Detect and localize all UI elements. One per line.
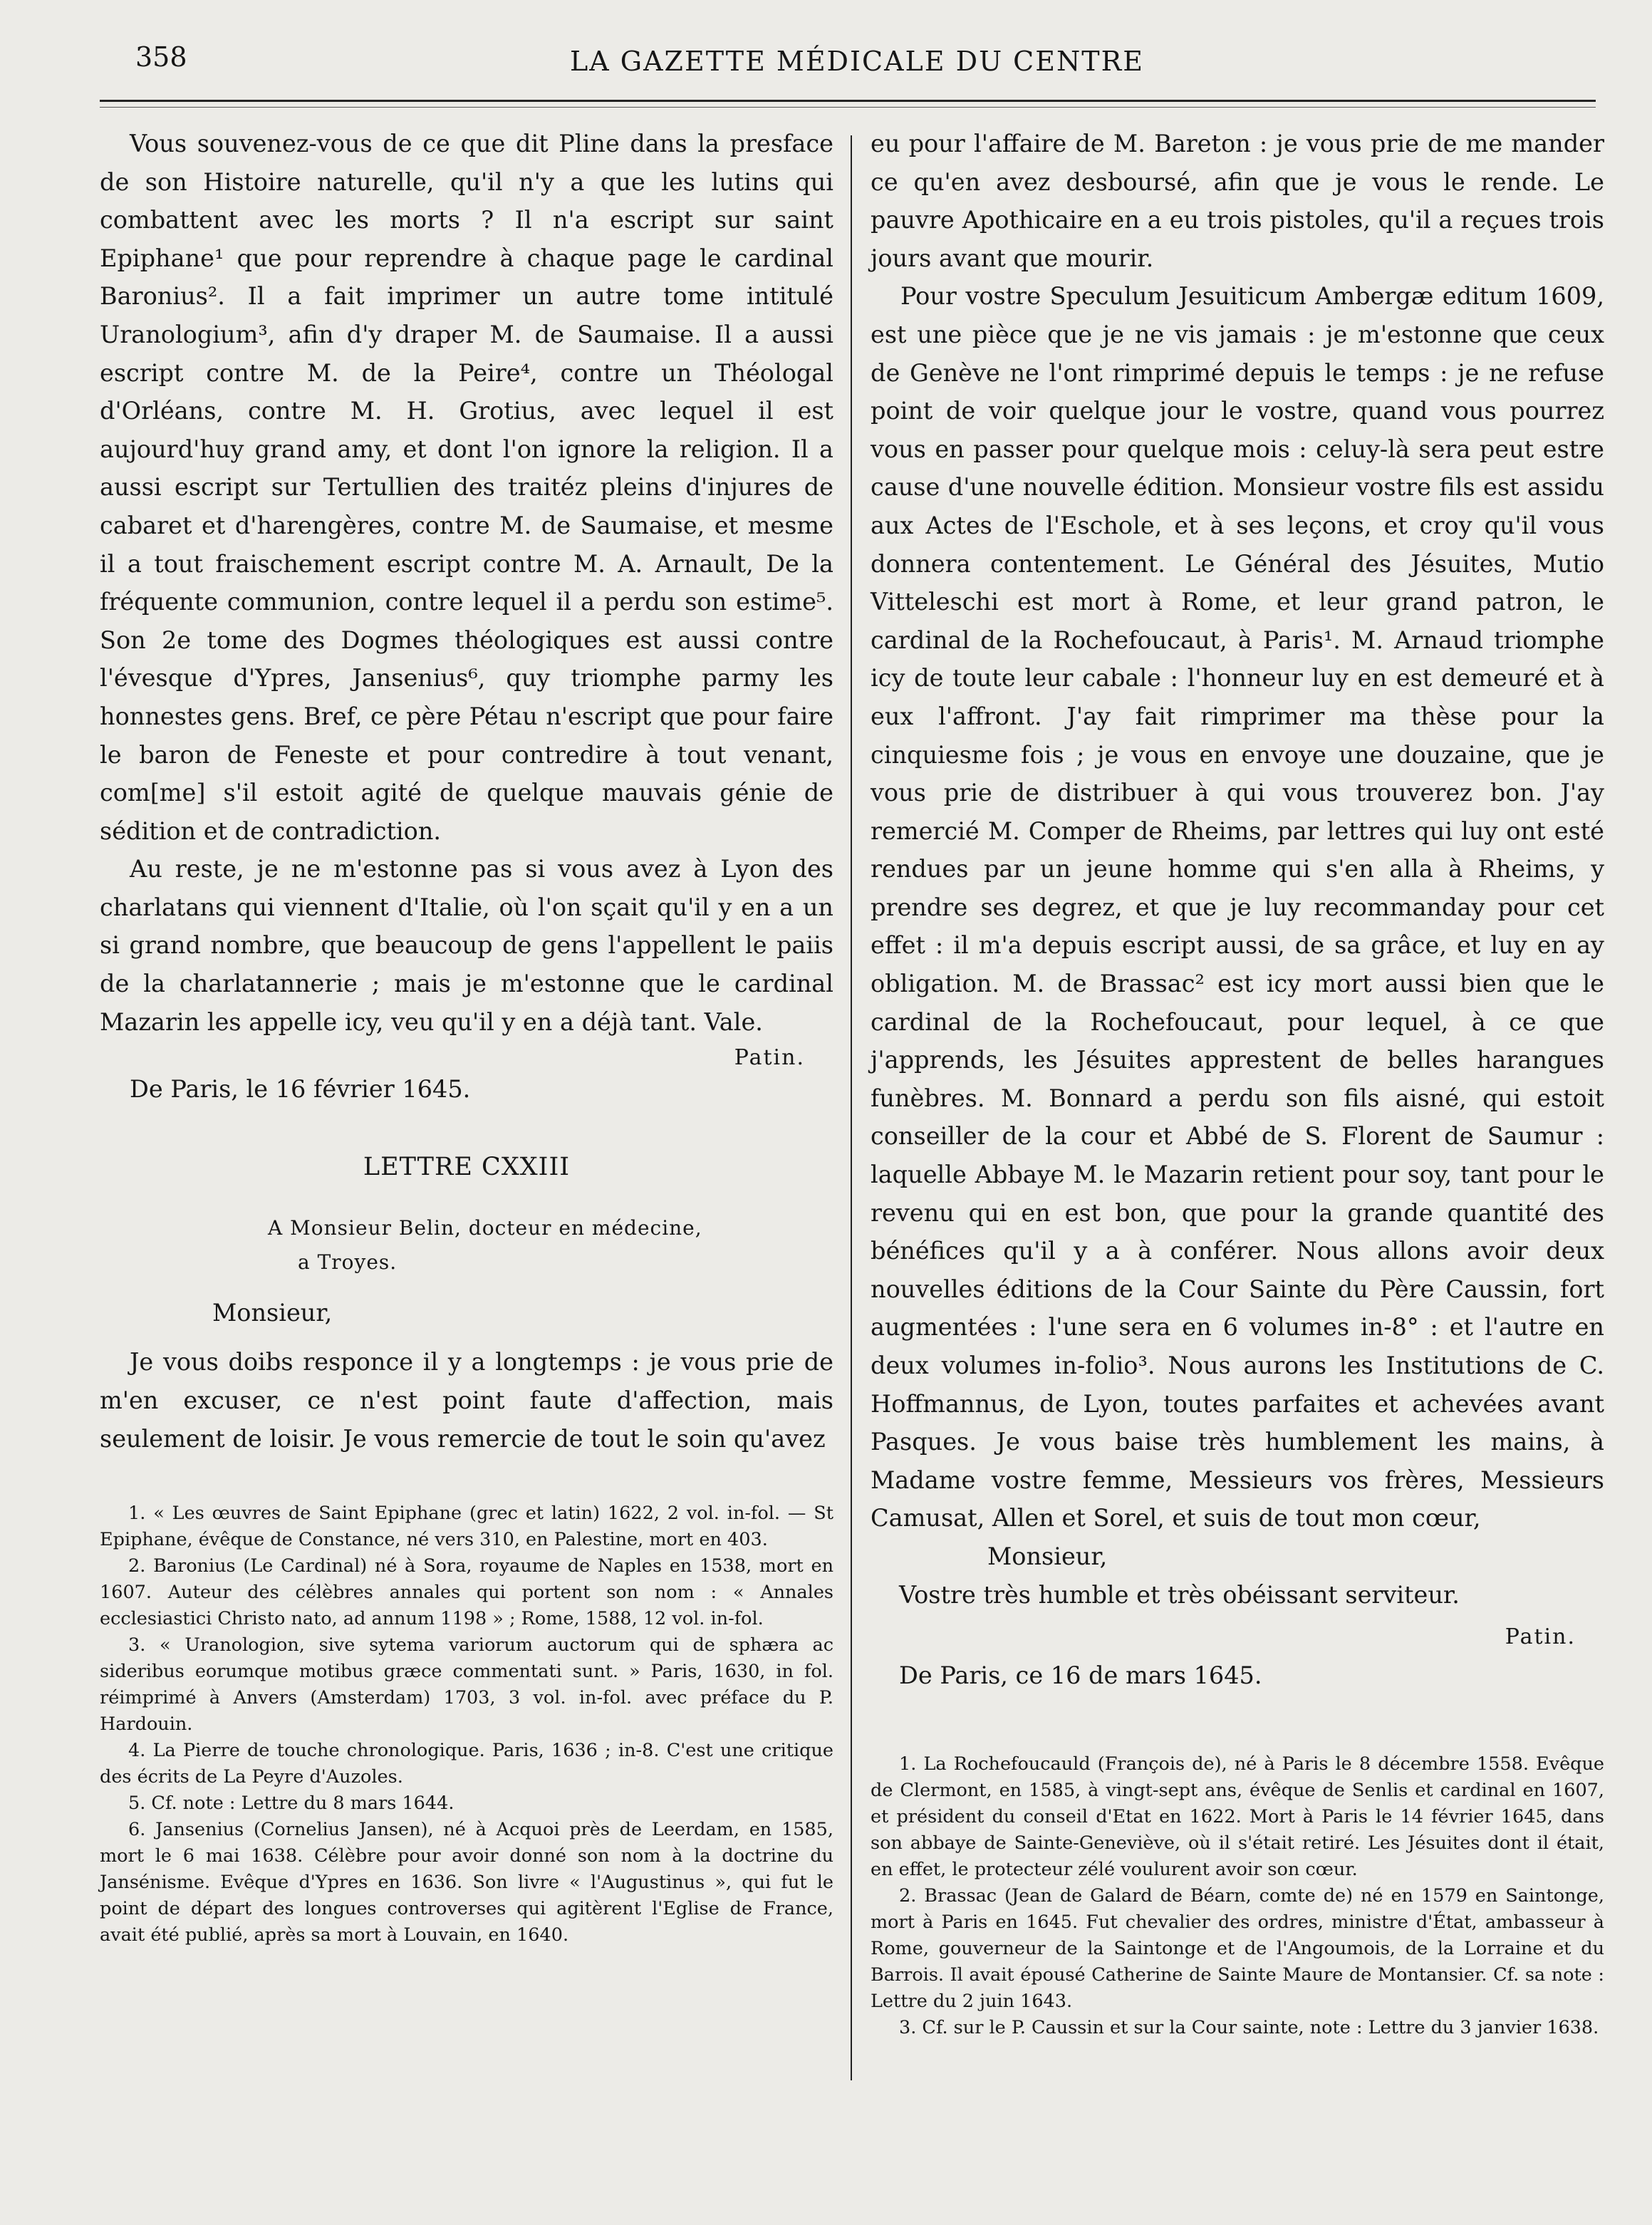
left-paragraph-3: Je vous doibs responce il y a longtemps : je vous prie de m'en excuser, ce n'est point faute d'affection, mais seulement de loisir. Je vous remercie de tout le soin qu'avez bbox=[100, 1348, 833, 1453]
right-paragraph-1: eu pour l'affaire de M. Bareton : je vous prie de me mander ce qu'en avez desboursé, afin que je vous le rende. Le pauvre Apothicaire en a eu trois pistoles, qu'il a reçues trois jours avant que mourir. bbox=[871, 130, 1604, 272]
column-divider bbox=[851, 135, 852, 2080]
footnote: 2. Baronius (Le Cardinal) né à Sora, royaume de Naples en 1538, mort en 1607. Auteur des célèbres annales qui portent son nom : « Annales ecclesiastici Christo nato, ad annum 1198 » ; Rome, 1588, 12 vol. in-fol. bbox=[100, 1555, 833, 1630]
footnote: 5. Cf. note : Lettre du 8 mars 1644. bbox=[128, 1793, 454, 1815]
signature: Patin. bbox=[1505, 1624, 1576, 1650]
footnote: 3. « Uranologion, sive sytema variorum auctorum qui de sphæra ac sideribus eorumque motibus græce commentati sunt. » Paris, 1630, in fol. réimprimé à Anvers (Amsterdam) 1703, 3 vol. in-fol. avec préface du P. Hardouin. bbox=[100, 1634, 833, 1736]
addressee-line-2: a Troyes. bbox=[298, 1250, 398, 1274]
footnote: 1. « Les œuvres de Saint Epiphane (grec et latin) 1622, 2 vol. in-fol. — St Epiphane, évêque de Constance, né vers 310, en Palestine, mort en 403. bbox=[100, 1503, 833, 1551]
right-paragraph-2: Pour vostre Speculum Jesuiticum Ambergæ editum 1609, est une pièce que je ne vis jamais : je m'estonne que ceux de Genève ne l'ont rimprimé depuis le temps : je ne refuse point de voir quelque jour le vostre, quand vous pourrez vous en passer pour quelque mois : celuy-là sera peut estre cause d'une nouvelle édition. Monsieur vostre fils est assidu aux Actes de l'Eschole, et à ses leçons, et croy qu'il vous donnera contentement. Le Général des Jésuites, Mutio Vitteleschi est mort à Rome, et leur grand patron, le cardinal de la Rochefoucaut, à Paris¹. M. Arnaud triomphe icy de toute leur cabale : l'honneur luy en est demeuré et à eux l'affront. J'ay fait rimprimer ma thèse pour la cinquiesme fois ; je vous en envoye une douzaine, que je vous prie de distribuer à qui vous trouverez bon. J'ay remercié M. Comper de Rheims, par lettres qui luy ont esté rendues par un jeune homme qui s'en alla à Rheims, y prendre ses degrez, et que je luy recommanday pour cet effet : il m'a depuis escript aussi, de sa grâce, et luy en ay obligation. M. de Brassac² est icy mort aussi bien que le cardinal de la Rochefoucaut, pour lequel, à ce que j'apprends, les Jésuites apprestent de belles harangues funèbres. M. Bonnard a perdu son fils aisné, qui estoit conseiller de la cour et Abbé de S. Florent de Saumur : laquelle Abbaye M. le Mazarin retient pour soy, tant pour le revenu qui en est bon, que pour la grande quantité des bénéfices qu'il y a à conférer. Nous allons avoir deux nouvelles éditions de la Cour Sainte du Père Caussin, fort augmentées : l'une sera en 6 volumes in-8° : et l'autre en deux volumes in-folio³. Nous aurons les Institutions de C. Hoffmannus, de Lyon, toutes parfaites et achevées avant Pasques. Je vous baise très humblement les mains, à Madame vostre femme, Messieurs vos frères, Messieurs Camusat, Allen et Sorel, et suis de tout mon cœur, bbox=[871, 282, 1604, 1532]
letter-title: LETTRE CXXIII bbox=[363, 1152, 571, 1181]
footnote: 4. La Pierre de touche chronologique. Paris, 1636 ; in-8. C'est une critique des écrits de La Peyre d'Auzoles. bbox=[100, 1740, 833, 1788]
closing-line: Vostre très humble et très obéissant serviteur. bbox=[899, 1580, 1460, 1609]
closing-block bbox=[871, 1537, 1604, 1694]
right-footnotes bbox=[871, 1751, 1604, 2041]
left-footnotes bbox=[100, 1500, 833, 1949]
addressee-line-1: A Monsieur Belin, docteur en médecine, bbox=[268, 1215, 702, 1240]
salutation: Monsieur, bbox=[212, 1298, 333, 1327]
footnote: 3. Cf. sur le P. Caussin et sur la Cour sainte, note : Lettre du 3 janvier 1638. bbox=[899, 2017, 1599, 2039]
dateline: De Paris, ce 16 de mars 1645. bbox=[899, 1661, 1262, 1689]
right-column bbox=[871, 125, 1604, 2041]
footnote: 6. Jansenius (Cornelius Jansen), né à Acquoi près de Leerdam, en 1585, mort le 6 mai 1638. Célèbre pour avoir donné son nom à la doctrine du Jansénisme. Evêque d'Ypres en 1636. Son livre « l'Augustinus », qui fut le point de départ des longues controverses qui agitèrent l'Eglise de France, avait été publié, après sa mort à Louvain, en 1640. bbox=[100, 1819, 833, 1946]
dateline: De Paris, le 16 février 1645. bbox=[130, 1075, 471, 1104]
signature: Patin. bbox=[734, 1045, 805, 1071]
running-title: LA GAZETTE MÉDICALE DU CENTRE bbox=[570, 46, 1144, 77]
footnote: 1. La Rochefoucauld (François de), né à Paris le 8 décembre 1558. Evêque de Clermont, en 1585, à vingt-sept ans, évêque de Senlis et cardinal en 1607, et président du conseil d'Etat en 1622. Mort à Paris le 14 février 1645, dans son abbaye de Sainte-Geneviève, où il s'était retiré. Les Jésuites dont il était, en effet, le protecteur zélé voulurent avoir son cœur. bbox=[871, 1753, 1604, 1881]
left-column bbox=[100, 125, 833, 1949]
left-paragraph-2: Au reste, je ne m'estonne pas si vous avez à Lyon des charlatans qui viennent d'Italie, où l'on sçait qu'il y en a un si grand nombre, que beaucoup de gens l'appellent le paiis de la charlatannerie ; mais je m'estonne que le cardinal Mazarin les appelle icy, veu qu'il y en a déjà tant. Vale. bbox=[100, 855, 833, 1036]
page-number: 358 bbox=[135, 41, 187, 73]
left-paragraph-1: Vous souvenez-vous de ce que dit Pline dans la presface de son Histoire naturelle, qu'il n'y a que les lutins qui combattent avec les morts ? Il n'a escript sur saint Epiphane¹ que pour reprendre à chaque page le cardinal Baronius². Il a fait imprimer un autre tome intitulé Uranologium³, afin d'y draper M. de Saumaise. Il a aussi escript contre M. de la Peire⁴, contre un Théologal d'Orléans, contre M. H. Grotius, avec lequel il est aujourd'huy grand amy, et dont l'on ignore la religion. Il a aussi escript sur Tertullien des traitéz pleins d'injures de cabaret et d'harengères, contre M. de Saumaise, et mesme il a tout fraischement escript contre M. A. Arnault, De la fréquente communion, contre lequel il a perdu son estime⁵. Son 2e tome des Dogmes théologiques est aussi contre l'évesque d'Ypres, Jansenius⁶, quy triomphe parmy les honnestes gens. Bref, ce père Pétau n'escript que pour faire le baron de Feneste et pour contredire à tout venant, com[me] s'il estoit agité de quelque mauvais génie de sédition et de contradiction. bbox=[100, 130, 833, 845]
footnote: 2. Brassac (Jean de Galard de Béarn, comte de) né en 1579 en Saintonge, mort à Paris en 1645. Fut chevalier des ordres, ministre d'État, ambasseur à Rome, gouverneur de la Saintonge et de l'Angoumois, de la Lorraine et du Barrois. Il avait épousé Catherine de Sainte Maure de Montansier. Cf. sa note : Lettre du 2 juin 1643. bbox=[871, 1885, 1604, 2013]
header-rule-thin bbox=[100, 107, 1596, 108]
closing-salutation: Monsieur, bbox=[987, 1542, 1108, 1570]
page-header bbox=[135, 41, 1603, 91]
header-rule bbox=[100, 100, 1596, 102]
